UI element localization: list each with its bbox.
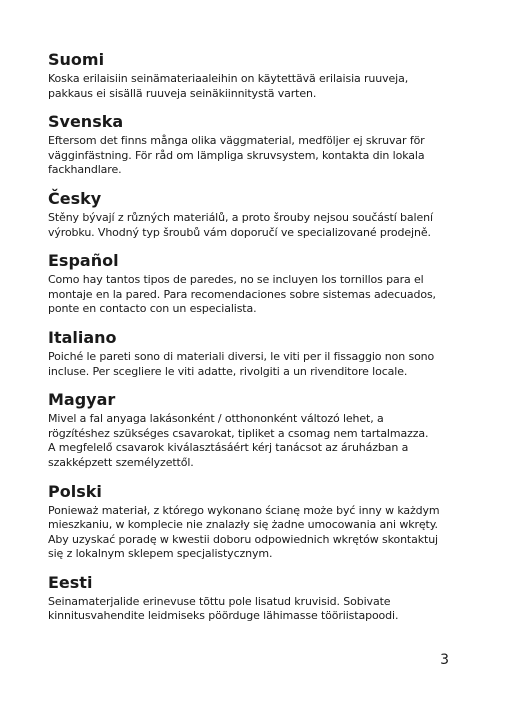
section-magyar (48, 390, 463, 470)
language-heading: Svenska (48, 112, 124, 132)
section-cesky (48, 189, 463, 240)
language-heading: Česky (48, 188, 102, 208)
section-polski (48, 482, 463, 562)
section-espanol (48, 251, 463, 317)
language-heading: Magyar (48, 390, 116, 410)
language-paragraph: Ponieważ materiał, z którego wykonano ścianę może być inny w każdym mieszkaniu, w komplecie nie znalazły się żadne umocowania ani wkręty. Aby uzyskać poradę w kwestii doboru odpowiednich wkrętów skontaktuj się z lokalnym sklepem specjalistycznym. (48, 503, 440, 561)
section-suomi (48, 50, 463, 101)
language-paragraph: Poiché le pareti sono di materiali diversi, le viti per il fissaggio non sono incluse. Per scegliere le viti adatte, rivolgiti a un rivenditore locale. (48, 349, 435, 378)
section-svenska (48, 112, 463, 178)
language-paragraph: Mivel a fal anyaga lakásonként / otthononként változó lehet, a rögzítéshez szükséges csavarokat, tipliket a csomag nem tartalmazza. A megfelelő csavarok kiválasztásáért kérj tanácsot az áruházban a szakképzett személyzettől. (48, 412, 429, 469)
language-heading: Polski (48, 481, 102, 501)
language-paragraph: Stěny bývají z různých materiálů, a proto šrouby nejsou součástí balení výrobku. Vhodný typ šroubů vám doporučí ve specializované prodejně. (48, 210, 433, 239)
language-heading: Suomi (48, 50, 105, 69)
section-italiano (48, 328, 463, 379)
language-heading: Italiano (48, 327, 117, 347)
language-paragraph: Eftersom det finns många olika väggmaterial, medföljer ej skruvar för vägginfästning. För råd om lämpliga skruvsystem, kontakta din lokala fackhandlare. (48, 134, 425, 177)
section-eesti (48, 573, 463, 624)
language-paragraph: Como hay tantos tipos de paredes, no se incluyen los tornillos para el montaje en la pared. Para recomendaciones sobre sistemas adecuados, ponte en contacto con un especialista. (48, 273, 436, 316)
document-page (48, 50, 463, 624)
language-paragraph: Seinamaterjalide erinevuse tõttu pole lisatud kruvisid. Sobivate kinnitusvahendite leidmiseks pöörduge lähimasse tööriistapoodi. (48, 594, 399, 623)
language-heading: Eesti (48, 572, 93, 592)
language-paragraph: Koska erilaisiin seinämateriaaleihin on käytettävä erilaisia ruuveja, pakkaus ei sisällä ruuveja seinäkiinnitystä varten. (48, 72, 409, 100)
language-heading: Español (48, 251, 119, 271)
page-number: 3 (440, 652, 449, 668)
